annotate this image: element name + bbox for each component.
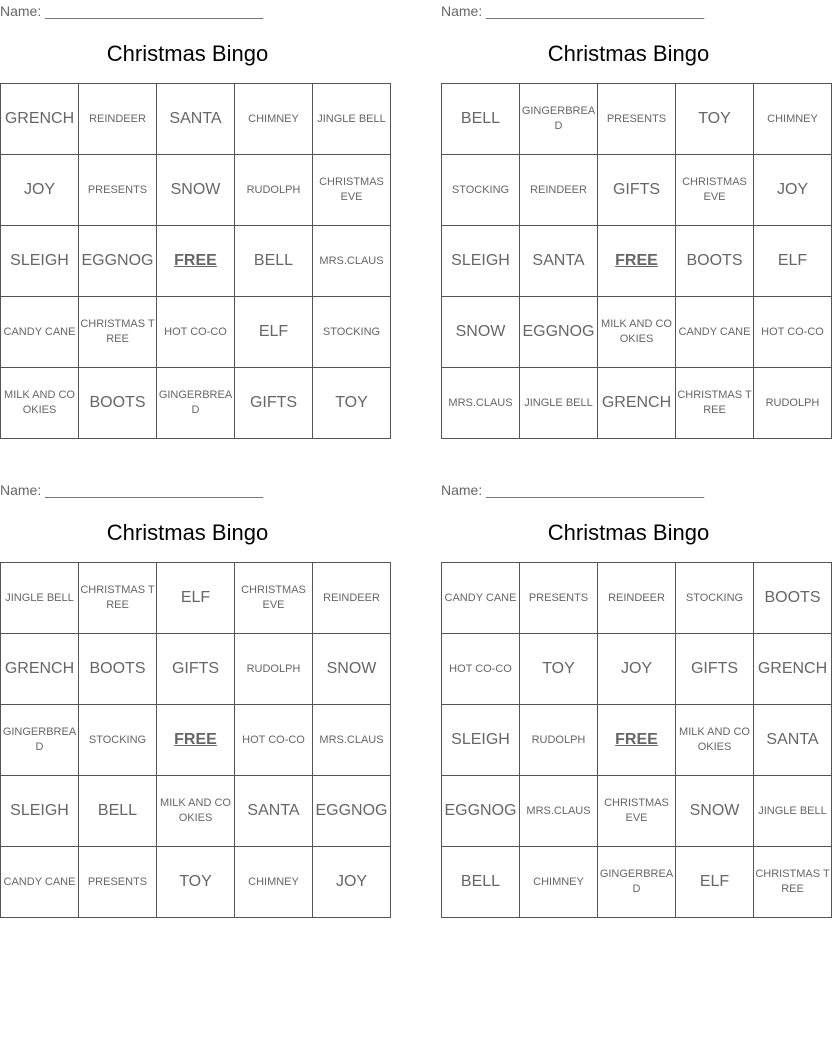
- bingo-cell: RUDOLPH: [754, 368, 832, 439]
- bingo-cell: BOOTS: [79, 634, 157, 705]
- bingo-cell: CHIMNEY: [754, 84, 832, 155]
- bingo-cell: ELF: [235, 297, 313, 368]
- name-field: Name: ____________________________: [0, 482, 264, 498]
- bingo-row: [1, 776, 391, 847]
- bingo-cell: JINGLE BELL: [754, 776, 832, 847]
- bingo-row: [442, 847, 832, 918]
- bingo-cell: HOT CO-CO: [235, 705, 313, 776]
- bingo-cell: CHRISTMAS EVE: [235, 563, 313, 634]
- free-space: FREE: [157, 705, 235, 776]
- bingo-row: [1, 368, 391, 439]
- bingo-row: [1, 155, 391, 226]
- bingo-cell: BELL: [79, 776, 157, 847]
- bingo-cell: JOY: [598, 634, 676, 705]
- bingo-cell: PRESENTS: [598, 84, 676, 155]
- bingo-row: [1, 297, 391, 368]
- bingo-row: [1, 705, 391, 776]
- bingo-cell: GINGERBREAD: [157, 368, 235, 439]
- bingo-cell: RUDOLPH: [235, 634, 313, 705]
- bingo-cell: MILK AND COOKIES: [598, 297, 676, 368]
- bingo-cell: CANDY CANE: [1, 297, 79, 368]
- bingo-cell: PRESENTS: [79, 847, 157, 918]
- bingo-cell: RUDOLPH: [235, 155, 313, 226]
- bingo-cell: BOOTS: [79, 368, 157, 439]
- bingo-cell: HOT CO-CO: [157, 297, 235, 368]
- bingo-cell: GRENCH: [1, 84, 79, 155]
- bingo-row: [442, 563, 832, 634]
- card-title: Christmas Bingo: [547, 41, 710, 66]
- bingo-cell: EGGNOG: [442, 776, 520, 847]
- free-space: FREE: [157, 226, 235, 297]
- bingo-row: [1, 84, 391, 155]
- bingo-cell: GIFTS: [157, 634, 235, 705]
- bingo-cell: GRENCH: [754, 634, 832, 705]
- bingo-cell: GRENCH: [598, 368, 676, 439]
- bingo-cell: JOY: [754, 155, 832, 226]
- bingo-cell: STOCKING: [313, 297, 391, 368]
- bingo-cell: CHRISTMAS EVE: [313, 155, 391, 226]
- bingo-cell: JOY: [1, 155, 79, 226]
- bingo-cell: TOY: [313, 368, 391, 439]
- bingo-cell: REINDEER: [598, 563, 676, 634]
- bingo-cell: BOOTS: [676, 226, 754, 297]
- free-space: FREE: [598, 226, 676, 297]
- bingo-cell: SLEIGH: [442, 226, 520, 297]
- bingo-cell: SNOW: [676, 776, 754, 847]
- bingo-cell: GIFTS: [235, 368, 313, 439]
- bingo-cell: BELL: [442, 84, 520, 155]
- bingo-cell: STOCKING: [676, 563, 754, 634]
- bingo-cell: ELF: [676, 847, 754, 918]
- bingo-cell: STOCKING: [79, 705, 157, 776]
- bingo-row: [442, 155, 832, 226]
- bingo-cell: EGGNOG: [520, 297, 598, 368]
- card-title: Christmas Bingo: [547, 520, 710, 545]
- bingo-cell: ELF: [157, 563, 235, 634]
- bingo-cell: CHIMNEY: [235, 847, 313, 918]
- bingo-cell: CHRISTMAS TREE: [754, 847, 832, 918]
- bingo-cell: CHIMNEY: [235, 84, 313, 155]
- bingo-cell: GINGERBREAD: [520, 84, 598, 155]
- bingo-cell: REINDEER: [313, 563, 391, 634]
- bingo-cell: CANDY CANE: [1, 847, 79, 918]
- bingo-row: [1, 847, 391, 918]
- bingo-cell: PRESENTS: [520, 563, 598, 634]
- bingo-cell: GRENCH: [1, 634, 79, 705]
- bingo-cell: CHRISTMAS EVE: [676, 155, 754, 226]
- name-field: Name: ____________________________: [441, 482, 705, 498]
- bingo-cell: STOCKING: [442, 155, 520, 226]
- bingo-cell: EGGNOG: [79, 226, 157, 297]
- bingo-cell: JOY: [313, 847, 391, 918]
- name-field: Name: ____________________________: [0, 3, 264, 19]
- bingo-cell: JINGLE BELL: [520, 368, 598, 439]
- bingo-grid: [0, 562, 391, 918]
- bingo-row: [442, 705, 832, 776]
- bingo-cell: MILK AND COOKIES: [157, 776, 235, 847]
- bingo-row: [442, 776, 832, 847]
- bingo-cell: CHIMNEY: [520, 847, 598, 918]
- bingo-cell: SLEIGH: [442, 705, 520, 776]
- bingo-cell: MRS.CLAUS: [313, 226, 391, 297]
- bingo-cell: SNOW: [442, 297, 520, 368]
- bingo-cell: BELL: [235, 226, 313, 297]
- bingo-cell: MRS.CLAUS: [442, 368, 520, 439]
- bingo-row: [1, 563, 391, 634]
- bingo-cell: CHRISTMAS TREE: [676, 368, 754, 439]
- bingo-cell: REINDEER: [79, 84, 157, 155]
- bingo-cell: MRS.CLAUS: [520, 776, 598, 847]
- bingo-row: [442, 84, 832, 155]
- bingo-cell: MILK AND COOKIES: [1, 368, 79, 439]
- bingo-row: [1, 226, 391, 297]
- bingo-cell: BELL: [442, 847, 520, 918]
- bingo-cell: JINGLE BELL: [1, 563, 79, 634]
- bingo-cell: ELF: [754, 226, 832, 297]
- bingo-cell: SANTA: [157, 84, 235, 155]
- bingo-cell: GINGERBREAD: [598, 847, 676, 918]
- bingo-cell: RUDOLPH: [520, 705, 598, 776]
- bingo-cell: CANDY CANE: [442, 563, 520, 634]
- bingo-row: [442, 297, 832, 368]
- bingo-cell: GINGERBREAD: [1, 705, 79, 776]
- bingo-cell: TOY: [520, 634, 598, 705]
- card-title: Christmas Bingo: [106, 520, 269, 545]
- bingo-cell: SANTA: [754, 705, 832, 776]
- bingo-cell: SNOW: [313, 634, 391, 705]
- bingo-cell: SLEIGH: [1, 776, 79, 847]
- bingo-cell: BOOTS: [754, 563, 832, 634]
- bingo-cell: REINDEER: [520, 155, 598, 226]
- free-space: FREE: [598, 705, 676, 776]
- bingo-cell: SANTA: [520, 226, 598, 297]
- bingo-row: [1, 634, 391, 705]
- bingo-cell: CHRISTMAS EVE: [598, 776, 676, 847]
- bingo-cell: GIFTS: [598, 155, 676, 226]
- bingo-cell: SNOW: [157, 155, 235, 226]
- bingo-cell: HOT CO-CO: [442, 634, 520, 705]
- bingo-cell: JINGLE BELL: [313, 84, 391, 155]
- bingo-cell: SANTA: [235, 776, 313, 847]
- bingo-cell: TOY: [157, 847, 235, 918]
- bingo-grid: [441, 83, 832, 439]
- bingo-row: [442, 634, 832, 705]
- bingo-cell: CHRISTMAS TREE: [79, 563, 157, 634]
- bingo-cell: MILK AND COOKIES: [676, 705, 754, 776]
- bingo-cell: EGGNOG: [313, 776, 391, 847]
- bingo-cell: TOY: [676, 84, 754, 155]
- bingo-grid: [441, 562, 832, 918]
- bingo-cell: PRESENTS: [79, 155, 157, 226]
- bingo-grid: [0, 83, 391, 439]
- bingo-row: [442, 226, 832, 297]
- card-title: Christmas Bingo: [106, 41, 269, 66]
- name-field: Name: ____________________________: [441, 3, 705, 19]
- bingo-cell: CANDY CANE: [676, 297, 754, 368]
- bingo-cell: MRS.CLAUS: [313, 705, 391, 776]
- bingo-cell: GIFTS: [676, 634, 754, 705]
- bingo-cell: HOT CO-CO: [754, 297, 832, 368]
- bingo-cell: CHRISTMAS TREE: [79, 297, 157, 368]
- bingo-row: [442, 368, 832, 439]
- bingo-cell: SLEIGH: [1, 226, 79, 297]
